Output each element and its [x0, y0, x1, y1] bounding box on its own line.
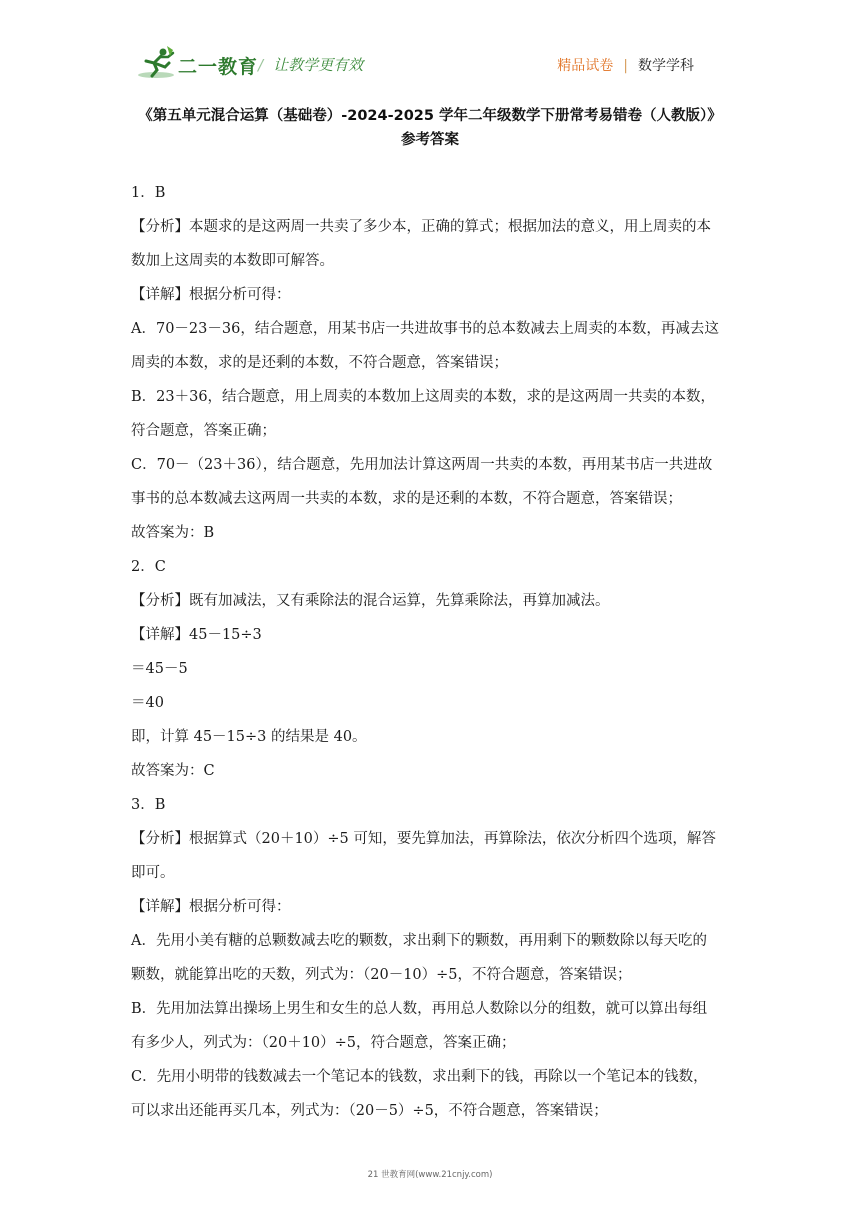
document-title [0, 104, 860, 152]
content-line: A．70－23－36，结合题意，用某书店一共进故事书的总本数减去上周卖的本数，再减去这 [131, 321, 719, 337]
content-line: 2．C [131, 559, 166, 575]
content-line: ＝40 [131, 695, 164, 711]
content-line: A．先用小美有糖的总颗数减去吃的颗数，求出剩下的颗数，再用剩下的颗数除以每天吃的 [131, 933, 707, 949]
page-footer: 21 世教育网(www.21cnjy.com) [367, 1170, 493, 1180]
content-line: 事书的总本数减去这两周一共卖的本数，求的是还剩的本数，不符合题意，答案错误； [131, 491, 682, 507]
content-line: C．70－（23＋36），结合题意，先用加法计算这两周一共卖的本数，再用某书店一共进故 [131, 457, 713, 473]
content-line: 可以求出还能再买几本，列式为：（20－5）÷5，不符合题意，答案错误； [131, 1103, 608, 1119]
content-line: 【详解】45－15÷3 [131, 627, 262, 643]
content-line: 【详解】根据分析可得： [131, 899, 291, 915]
content-line: 【分析】既有加减法，又有乘除法的混合运算，先算乘除法，再算加减法。 [131, 593, 610, 609]
content-line: 颗数，就能算出吃的天数，列式为：（20－10）÷5，不符合题意，答案错误； [131, 967, 632, 983]
content-line: 3．B [131, 797, 166, 813]
content-line: ＝45－5 [131, 661, 188, 677]
content-line: C．先用小明带的钱数减去一个笔记本的钱数，求出剩下的钱，再除以一个笔记本的钱数， [131, 1069, 708, 1085]
quality-tag: 精品试卷 [557, 58, 614, 74]
subject-label: 数学学科 [638, 58, 694, 74]
content-line: 故答案为：B [131, 525, 215, 541]
content-line: 即可。 [131, 865, 175, 881]
content-line: 周卖的本数，求的是还剩的本数，不符合题意，答案错误； [131, 355, 508, 371]
logo-text: 二一教育 [178, 56, 259, 78]
content-line: 有多少人，列式为：（20＋10）÷5，符合题意，答案正确； [131, 1035, 516, 1051]
slogan-text: 让教学更有效 [273, 56, 364, 74]
answer-content [131, 176, 731, 1128]
logo-runner-icon [136, 46, 178, 80]
header-separator: | [623, 58, 628, 74]
header-right [557, 55, 694, 75]
content-line: 符合题意，答案正确； [131, 423, 276, 439]
content-line: 数加上这周卖的本数即可解答。 [131, 253, 334, 269]
content-line: B．23＋36，结合题意，用上周卖的本数加上这周卖的本数，求的是这两周一共卖的本数， [131, 389, 716, 405]
content-line: 即，计算 45－15÷3 的结果是 40。 [131, 729, 367, 745]
content-line: 【详解】根据分析可得： [131, 287, 291, 303]
content-line: 1．B [131, 185, 166, 201]
content-line: 【分析】根据算式（20＋10）÷5 可知，要先算加法，再算除法，依次分析四个选项，解答 [131, 831, 716, 847]
title-line-1: 《第五单元混合运算（基础卷）-2024-2025 学年二年级数学下册常考易错卷（人教版）》 [138, 108, 722, 124]
slogan: / 让教学更有效 [258, 56, 364, 74]
content-line: B．先用加法算出操场上男生和女生的总人数，再用总人数除以分的组数，就可以算出每组 [131, 1001, 708, 1017]
content-line: 故答案为：C [131, 763, 215, 779]
page-header [0, 0, 860, 86]
content-line: 【分析】本题求的是这两周一共卖了多少本，正确的算式；根据加法的意义，用上周卖的本 [131, 219, 711, 235]
title-line-2: 参考答案 [401, 132, 459, 148]
